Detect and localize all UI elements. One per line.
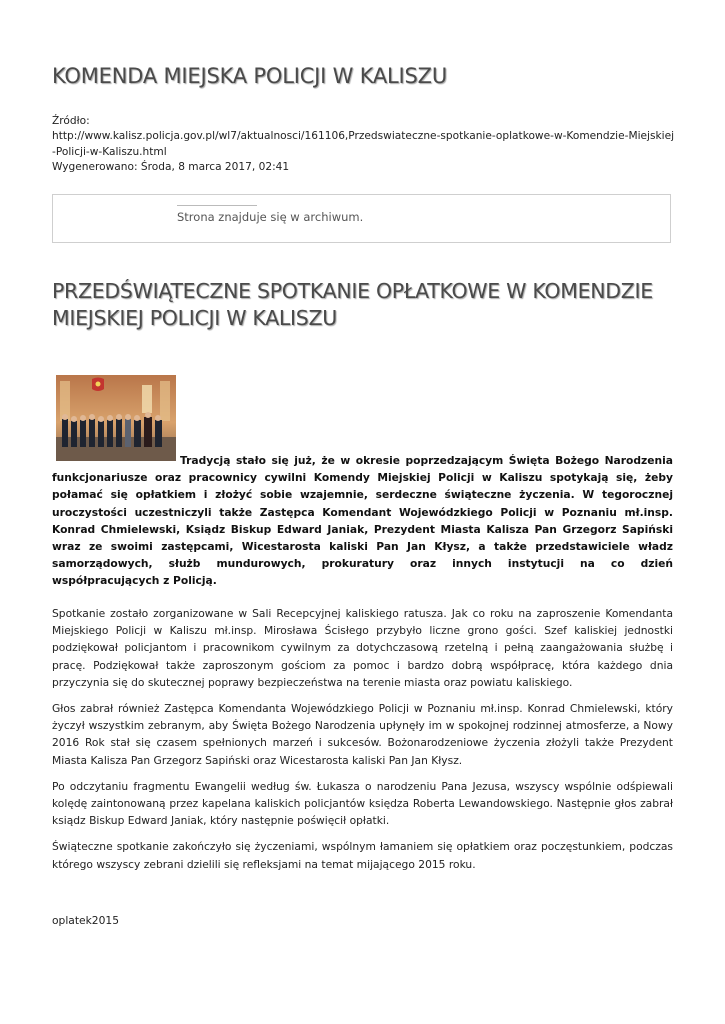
source-label: Źródło: (52, 115, 90, 127)
article-lead (52, 452, 673, 590)
group-photo-image (56, 375, 176, 461)
article-photo[interactable] (56, 375, 176, 461)
paragraph: Po odczytaniu fragmentu Ewangelii według św. Łukasza o narodzeniu Pana Jezusa, wszyscy wspólnie odśpiewali kolędę zaintonowaną przez kapelana kaliskich policjantów księdza Roberta Lewandowskiego. Następnie głos zabrał ksiądz Biskup Edward Janiak, który następnie poświęcił opłatki. (52, 779, 673, 828)
article-tag[interactable]: oplatek2015 (52, 914, 119, 927)
paragraph: Spotkanie zostało zorganizowane w Sali Recepcyjnej kaliskiego ratusza. Jak co roku na zaproszenie Komendanta Miejskiego Policji w Kaliszu mł.insp. Mirosława Ścisłego przybyło liczne grono gości. Szef kaliskiej jednostki podziękował policjantom i pracownikom cywilnym za dotychczasową rzetelną i pełną zaangażowania służbę i pracę. Podziękował także zaproszonym gościom za pomoc i bardzo dobrą współpracę, która każdego dnia przyczynia się do skutecznej poprawy bezpieczeństwa na terenie miasta oraz powiatu kaliskiego. (52, 607, 673, 689)
article-title: PRZEDŚWIĄTECZNE SPOTKANIE OPŁATKOWE W KOMENDZIE MIEJSKIEJ POLICJI W KALISZU (52, 279, 653, 330)
archive-message: Strona znajduje się w archiwum. (177, 210, 364, 224)
article-body (52, 605, 673, 882)
lead-text: Tradycją stało się już, że w okresie poprzedzającym Święta Bożego Narodzenia funkcjonariusze oraz pracownicy cywilni Komendy Miejskiej Policji w Kaliszu spotykają się, żeby połamać się opłatkiem i złożyć sobie wzajemnie, serdeczne świąteczne życzenia. W tegorocznej uroczystości uczestniczyli także Zastępca Komendant Wojewódzkiego Policji w Poznaniu mł.insp. Konrad Chmielewski, Ksiądz Biskup Edward Janiak, Prezydent Miasta Kalisza Pan Grzegorz Sapiński wraz ze swoimi zastępcami, Wicestarosta kaliski Pan Jan Kłysz, a także przedstawiciele władz samorządowych, służb mundurowych, prokuratury oraz innych instytucji na co dzień współpracujących z Policją. (52, 454, 673, 588)
divider (177, 205, 257, 206)
paragraph: Świąteczne spotkanie zakończyło się życzeniami, wspólnym łamaniem się opłatkiem oraz poczęstunkiem, podczas którego wszyscy zebrani dzielili się refleksjami na temat mijającego 2015 roku. (52, 840, 673, 871)
source-url[interactable]: http://www.kalisz.policja.gov.pl/wl7/aktualnosci/161106,Przedswiateczne-spotkanie-oplatkowe-w-Komendzie-Miejskiej-Policji-w-Kaliszu.html (52, 130, 675, 158)
archive-notice (52, 194, 671, 243)
source-meta (52, 114, 677, 176)
generated-date: Wygenerowano: Środa, 8 marca 2017, 02:41 (52, 161, 290, 174)
site-title: KOMENDA MIEJSKA POLICJI W KALISZU (52, 64, 448, 88)
paragraph: Głos zabrał również Zastępca Komendanta Wojewódzkiego Policji w Poznaniu mł.insp. Konrad Chmielewski, który życzył wszystkim zebranym, aby Święta Bożego Narodzenia upłynęły im w spokojnej rodzinnej atmosferze, a Nowy 2016 Rok stał się czasem spełnionych marzeń i sukcesów. Bożonarodzeniowe życzenia złożyli także Prezydent Miasta Kalisza Pan Grzegorz Sapiński oraz Wicestarosta kaliski Pan Jan Kłysz. (52, 702, 673, 767)
